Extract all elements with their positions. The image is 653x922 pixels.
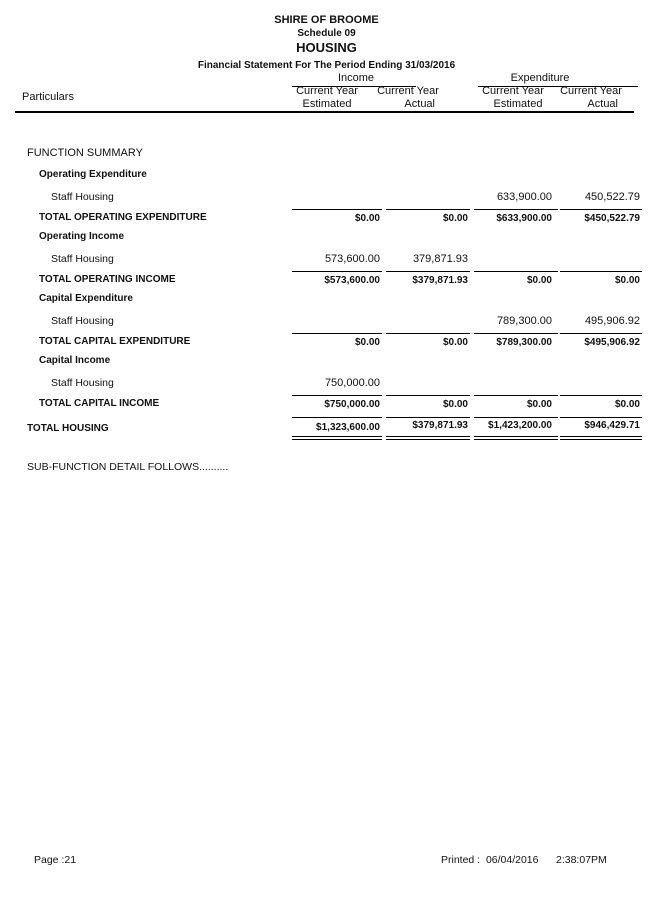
double-rule [386,436,470,440]
rule [386,333,470,334]
opinc-total-exp-actual: $0.00 [614,275,640,286]
col-income-estimated-header-2: Estimated [302,98,352,110]
org-name: SHIRE OF BROOME [274,14,379,26]
page-number: Page :21 [34,854,77,866]
line-item-capinc: Staff Housing [51,377,114,389]
total-label-capinc: TOTAL CAPITAL INCOME [39,398,160,409]
opinc-total-income-estimated: $573,600.00 [324,275,380,286]
section-title: FUNCTION SUMMARY [27,147,143,159]
printed-date: Printed : 06/04/2016 [441,854,539,866]
rule [474,395,558,396]
capinc-total-income-estimated: $750,000.00 [324,399,380,410]
line-item-capex: Staff Housing [51,315,114,327]
capex-total-income-actual: $0.00 [442,337,468,348]
grand-total-exp-estimated: $1,423,200.00 [488,420,552,431]
period-title: Financial Statement For The Period Ending 31/03/2016 [197,60,456,71]
opinc-total-exp-estimated: $0.00 [526,275,552,286]
rule [292,271,382,272]
capex-item-exp-actual: 495,906.92 [584,315,640,327]
capex-total-exp-actual: $495,906.92 [584,337,640,348]
double-rule [560,436,642,440]
schedule-label: Schedule 09 [297,28,356,39]
capinc-total-exp-actual: $0.00 [614,399,640,410]
particulars-header: Particulars [22,91,74,103]
capinc-total-income-actual: $0.00 [442,399,468,410]
rule [560,209,642,210]
subfunction-note: SUB-FUNCTION DETAIL FOLLOWS.......... [27,461,229,473]
income-header: Income [337,72,375,84]
opex-item-exp-estimated: 633,900.00 [496,191,552,203]
total-label-opinc: TOTAL OPERATING INCOME [39,274,176,285]
rule [474,333,558,334]
page-title: HOUSING [296,40,357,55]
opex-total-exp-estimated: $633,900.00 [496,213,552,224]
rule [560,395,642,396]
rule [386,271,470,272]
col-income-estimated-header-1: Current Year [296,85,358,97]
capinc-item-income-estimated: 750,000.00 [324,377,380,389]
col-income-actual-header-1: Current Year [377,85,439,97]
double-rule [292,436,382,440]
rule [386,209,470,210]
rule [560,333,642,334]
rule [292,395,382,396]
opinc-item-income-actual: 379,871.93 [412,253,468,265]
col-exp-estimated-header-2: Estimated [493,98,543,110]
capex-item-exp-estimated: 789,300.00 [496,315,552,327]
capinc-total-exp-estimated: $0.00 [526,399,552,410]
total-label-capex: TOTAL CAPITAL EXPENDITURE [39,336,191,347]
rule [560,271,642,272]
capex-total-exp-estimated: $789,300.00 [496,337,552,348]
group-heading-capinc: Capital Income [39,355,111,366]
line-item-opex: Staff Housing [51,191,114,203]
col-exp-actual-header-1: Current Year [560,85,622,97]
grand-total-income-actual: $379,871.93 [412,420,468,431]
grand-total-label: TOTAL HOUSING [27,423,109,434]
opex-total-income-estimated: $0.00 [354,213,380,224]
rule [474,209,558,210]
rule [386,417,470,418]
total-label-opex: TOTAL OPERATING EXPENDITURE [39,212,207,223]
line-item-opinc: Staff Housing [51,253,114,265]
rule [292,333,382,334]
col-exp-estimated-header-1: Current Year [482,85,544,97]
col-exp-actual-header-2: Actual [587,98,618,110]
opinc-item-income-estimated: 573,600.00 [324,253,380,265]
rule [386,395,470,396]
rule [474,417,558,418]
rule [292,209,382,210]
col-income-actual-header-2: Actual [404,98,435,110]
header-rule [15,111,634,113]
opinc-total-income-actual: $379,871.93 [412,275,468,286]
group-heading-capex: Capital Expenditure [39,293,133,304]
opex-item-exp-actual: 450,522.79 [584,191,640,203]
group-heading-opex: Operating Expenditure [39,169,147,180]
group-heading-opinc: Operating Income [39,231,125,242]
printed-time: 2:38:07PM [556,854,607,866]
grand-total-income-estimated: $1,323,600.00 [316,422,380,433]
double-rule [474,436,558,440]
expenditure-header: Expenditure [510,72,570,84]
grand-total-exp-actual: $946,429.71 [584,420,640,431]
rule [474,271,558,272]
capex-total-income-estimated: $0.00 [354,337,380,348]
opex-total-exp-actual: $450,522.79 [584,213,640,224]
opex-total-income-actual: $0.00 [442,213,468,224]
rule [292,417,382,418]
rule [560,417,642,418]
